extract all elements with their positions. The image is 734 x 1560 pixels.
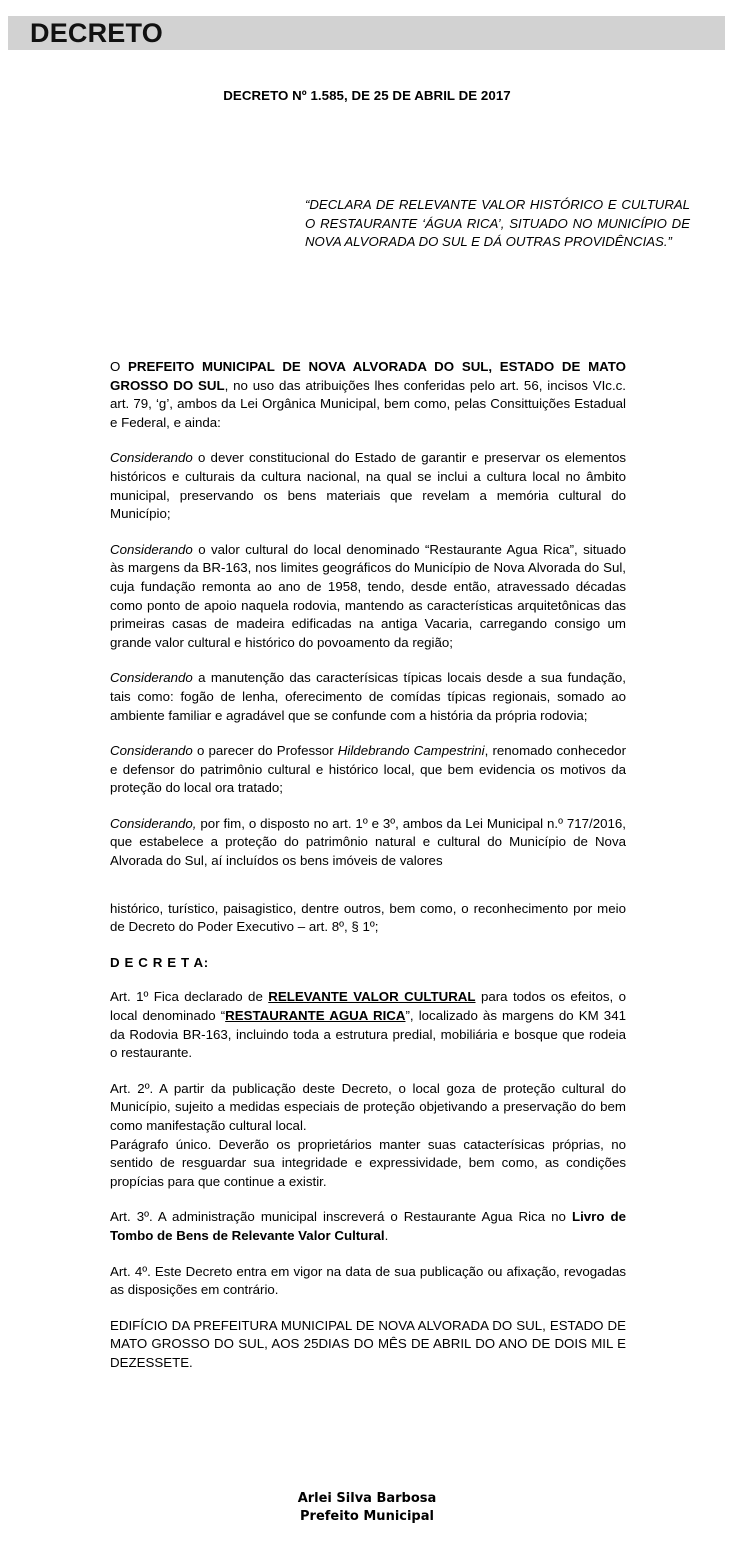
considerando-text-after: , renomado conhecedor e defensor do patrimônio cultural e histórico local, que bem evidencia os motivos da proteção do local ora tratado; bbox=[110, 743, 626, 796]
signatory-name: Arlei Silva Barbosa bbox=[297, 1491, 437, 1506]
closing-statement: EDIFÍCIO DA PREFEITURA MUNICIPAL DE NOVA ALVORADA DO SUL, ESTADO DE MATO GROSSO DO SUL, AOS 25DIAS DO MÊS DE ABRIL DO ANO DE DOIS MIL E DEZESSETE. bbox=[110, 1317, 626, 1370]
considerando-label: Considerando bbox=[110, 450, 193, 466]
article-1-emphasis-1: RELEVANTE VALOR CULTURAL bbox=[268, 989, 476, 1005]
article-3-emphasis: Livro de Tombo de Bens de Relevante Valor Cultural bbox=[110, 1209, 626, 1243]
considerando-paragraph-2 bbox=[110, 541, 626, 653]
header-band-title: DECRETO bbox=[30, 18, 163, 48]
article-2: Art. 2º. A partir da publicação deste Decreto, o local goza de proteção cultural do Município, sujeito a medidas especiais de proteção objetivando a preservação do bem como manifestação cultural local. bbox=[110, 1080, 626, 1133]
considerando-text: o dever constitucional do Estado de garantir e preservar os elementos históricos e culturais da cultura nacional, na qual se inclui a cultura local no âmbito municipal, preservando os bens materiais que revelam a memória cultural do Município; bbox=[110, 450, 626, 522]
considerando-text: por fim, o disposto no art. 1º e 3º, ambos da Lei Municipal n.º 717/2016, que estabelece a proteção do patrimônio natural e cultural do Município de Nova Alvorada do Sul, aí incluídos os bens imóveis de valores bbox=[110, 815, 626, 869]
preamble-authority: PREFEITO MUNICIPAL DE NOVA ALVORADA DO SUL, ESTADO DE MATO GROSSO DO SUL bbox=[110, 359, 626, 393]
considerando-text: a manutenção das caracterísicas típicas locais desde a sua fundação, tais como: fogão de lenha, oferecimento de comídas típicas regionais, somado ao ambiente familiar e agradável que se confunde com a história da própria rodovia; bbox=[110, 670, 626, 723]
article-4: Art. 4º. Este Decreto entra em vigor na data de sua publicação ou afixação, revogadas as disposições em contrário. bbox=[110, 1263, 626, 1298]
article-1-emphasis-2: RESTAURANTE AGUA RICA bbox=[225, 1008, 406, 1024]
considerando-label: Considerando bbox=[110, 670, 193, 686]
considerando-paragraph-4 bbox=[110, 742, 626, 798]
decree-body bbox=[110, 358, 626, 1373]
signatory-role: Prefeito Municipal bbox=[300, 1508, 434, 1524]
considerando-text-before: o parecer do Professor bbox=[192, 743, 338, 759]
signature-block bbox=[0, 1490, 734, 1525]
considerando-paragraph-5 bbox=[110, 815, 626, 871]
decree-title: DECRETO Nº 1.585, DE 25 DE ABRIL DE 2017 bbox=[223, 88, 511, 103]
considerando-label: Considerando, bbox=[110, 815, 197, 831]
decree-epigraph: “DECLARA DE RELEVANTE VALOR HISTÓRICO E CULTURAL O RESTAURANTE ‘ÁGUA RICA’, SITUADO NO MUNICÍPIO DE NOVA ALVORADA DO SUL E DÁ OUTRAS PROVIDÊNCIAS.” bbox=[305, 197, 690, 250]
article-3-part2: . bbox=[384, 1227, 389, 1243]
considerando-label: Considerando bbox=[110, 743, 193, 759]
page-break-gap bbox=[110, 871, 626, 900]
decreta-heading: D E C R E T A: bbox=[110, 954, 209, 970]
considerando-paragraph-3 bbox=[110, 669, 626, 725]
considerando-label: Considerando bbox=[110, 541, 193, 557]
header-band bbox=[8, 16, 725, 50]
preamble-rest: , no uso das atribuições lhes conferidas pelo art. 56, incisos VIc.c. art. 79, ‘g’, ambos da Lei Orgânica Municipal, bem como, pelas Consittuições Estadual e Federal, e ainda: bbox=[110, 377, 626, 430]
preamble-paragraph bbox=[110, 358, 626, 432]
article-3-part1: Art. 3º. A administração municipal inscreverá o Restaurante Agua Rica no bbox=[110, 1209, 572, 1225]
considerando-text: o valor cultural do local denominado “Restaurante Agua Rica”, situado às margens da BR-163, nos limites geográficos do Município de Nova Alvorada do Sul, cuja fundação remonta ao ano de 1958, tendo, desde então, atravessado décadas como ponto de apoio naquela rodovia, mantendo as características arquitetônicas das primeiras casas de madeira edificadas na antiga Vacaria, carregando consigo um grande valor cultural e histórico do povoamento da região; bbox=[110, 541, 626, 650]
professor-name: Hildebrando Campestrini bbox=[337, 743, 485, 759]
considerando-paragraph-1 bbox=[110, 449, 626, 523]
article-1-part1: Art. 1º Fica declarado de bbox=[110, 989, 269, 1005]
article-1 bbox=[110, 988, 626, 1062]
continuation-paragraph: histórico, turístico, paisagistico, dentre outros, bem como, o reconhecimento por meio de Decreto do Poder Executivo – art. 8º, § 1º; bbox=[110, 900, 626, 935]
article-1-part3: ”, localizado às margens do KM 341 da Rodovia BR-163, incluindo toda a estrutura predial, mobiliária e bosque que rodeia o restaurante. bbox=[110, 1008, 626, 1061]
article-3 bbox=[110, 1208, 626, 1245]
preamble-lead-in: O bbox=[110, 359, 129, 374]
paragrafo-unico: Parágrafo único. Deverão os proprietários manter suas catacterísicas próprias, no sentido de resguardar sua integridade e expressividade, bem como, as condições propícias para que continue a existir. bbox=[110, 1136, 626, 1189]
article-1-part2: para todos os efeitos, o local denominado “ bbox=[110, 989, 626, 1024]
